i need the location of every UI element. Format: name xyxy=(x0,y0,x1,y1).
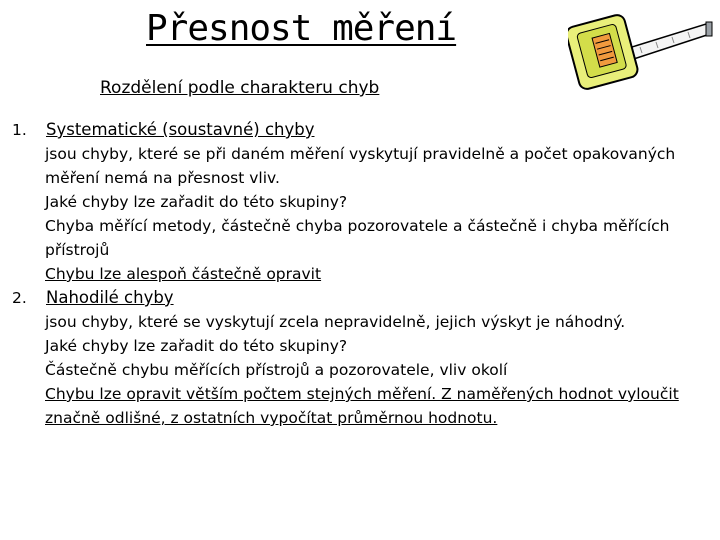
numbered-list xyxy=(12,118,712,430)
text-line: Částečně chybu měřících přístrojů a pozorovatele, vliv okolí xyxy=(45,361,508,379)
section-heading: Nahodilé chyby xyxy=(46,288,174,307)
list-item-2 xyxy=(12,286,712,310)
section-heading: Systematické (soustavné) chyby xyxy=(46,120,315,139)
list-number: 1. xyxy=(12,121,27,139)
text-line: Jaké chyby lze zařadit do této skupiny? xyxy=(45,337,348,355)
list-number: 2. xyxy=(12,289,27,307)
page-title: Přesnost měření xyxy=(146,8,457,49)
subtitle: Rozdělení podle charakteru chyb xyxy=(100,78,380,98)
list-item-1 xyxy=(12,118,712,142)
tape-measure-icon xyxy=(568,2,714,112)
text-line: Chyba měřící metody, částečně chyba pozorovatele a částečně i chyba měřících přístrojů xyxy=(45,217,670,259)
text-line: jsou chyby, které se při daném měření vyskytují pravidelně a počet opakovaných měření nemá na přesnost vliv. xyxy=(45,145,676,187)
text-line: Chybu lze alespoň částečně opravit xyxy=(45,265,322,283)
text-line: jsou chyby, které se vyskytují zcela nepravidelně, jejich výskyt je náhodný. xyxy=(45,313,626,331)
text-line: Jaké chyby lze zařadit do této skupiny? xyxy=(45,193,348,211)
text-line: Chybu lze opravit větším počtem stejných měření. Z naměřených hodnot vyloučit značně odlišné, z ostatních vypočítat průměrnou hodnotu. xyxy=(45,385,679,427)
